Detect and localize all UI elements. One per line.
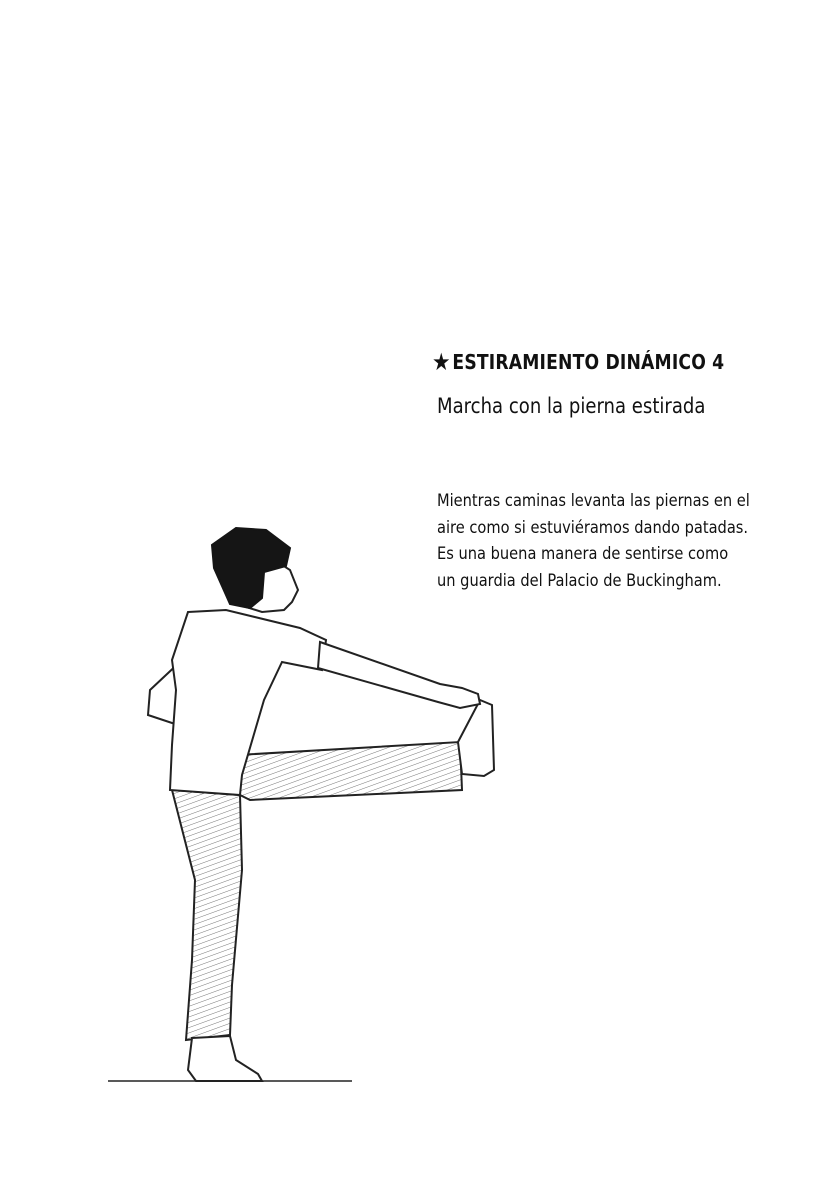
section-subtitle: Marcha con la pierna estirada bbox=[437, 394, 706, 418]
description-line: aire como si estuviéramos dando patadas. bbox=[437, 517, 749, 538]
standing-leg bbox=[172, 790, 242, 1040]
stretching-girl-illustration bbox=[100, 520, 520, 1100]
extended-arm bbox=[318, 642, 480, 708]
description-line: Mientras caminas levanta las piernas en el bbox=[437, 491, 750, 511]
raised-foot bbox=[458, 700, 494, 776]
description-line: Es una buena manera de sentirse como bbox=[437, 544, 729, 564]
description-line: un guardia del Palacio de Buckingham. bbox=[437, 570, 722, 591]
standing-foot bbox=[188, 1036, 262, 1081]
raised-leg bbox=[238, 742, 462, 800]
section-title: ESTIRAMIENTO DINÁMICO 4 bbox=[452, 350, 725, 374]
star-icon: ★ bbox=[432, 348, 451, 376]
section-heading bbox=[432, 350, 724, 374]
